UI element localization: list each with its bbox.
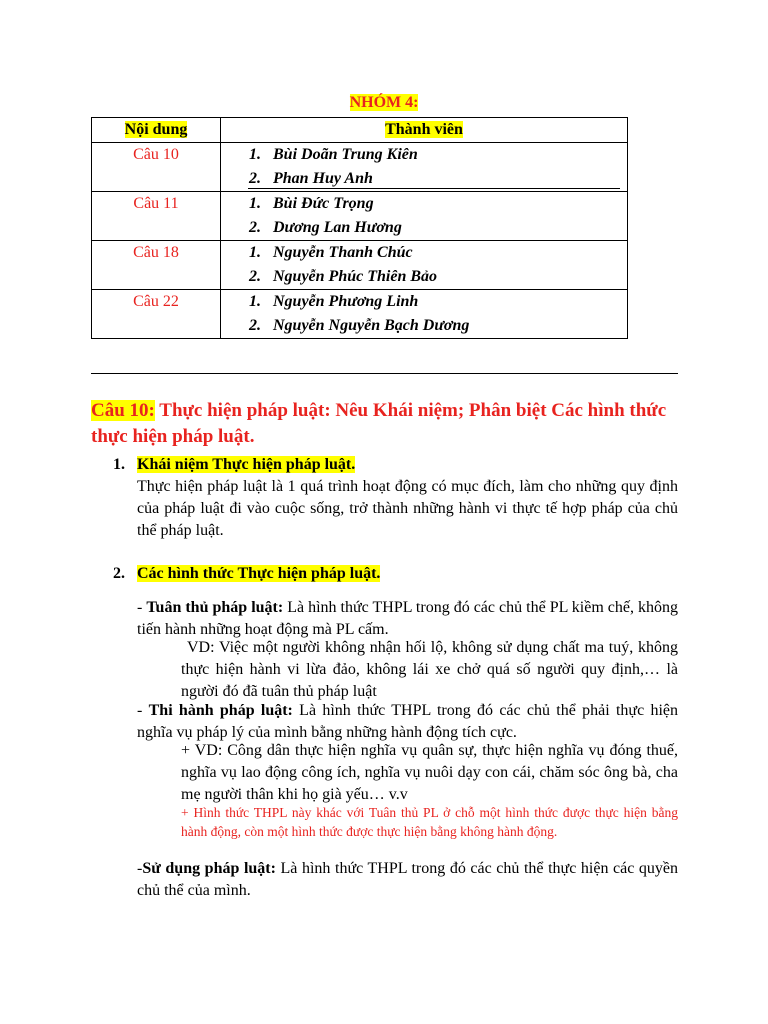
item2-heading: 2. Các hình thức Thực hiện pháp luật. (113, 565, 381, 582)
group-title: NHÓM 4: (349, 94, 419, 111)
horizontal-rule (91, 373, 678, 374)
table-header-row (92, 118, 628, 143)
su-dung-paragraph: -Sử dụng pháp luật: Là hình thức THPL trong đó các chủ thể thực hiện các quyền chủ thể của mình. (137, 860, 678, 899)
member-name: 2. Phan Huy Anh (249, 170, 373, 187)
table-row (92, 290, 628, 339)
member-name: 2. Dương Lan Hương (249, 219, 402, 236)
members-cell (221, 143, 628, 192)
question-cell: Câu 10 (92, 143, 221, 192)
table-row (92, 192, 628, 241)
member-name: 1. Bùi Đức Trọng (249, 195, 374, 212)
thi-hanh-paragraph: - Thi hành pháp luật: Là hình thức THPL trong đó các chủ thể phải thực hiện nghĩa vụ pháp lý của mình bằng những hành động tích cực. (137, 702, 679, 741)
member-name: 2. Nguyễn Phúc Thiên Bảo (249, 268, 438, 285)
underline-divider (248, 188, 620, 189)
tuan-thu-paragraph: - Tuân thủ pháp luật: Là hình thức THPL trong đó các chủ thể PL kiềm chế, không tiến hành những hoạt động mà PL cấm. (137, 599, 679, 638)
header-content: Nội dung (92, 118, 221, 143)
header-members: Thành viên (221, 118, 628, 143)
question-cell: Câu 22 (92, 290, 221, 339)
thi-hanh-note: + Hình thức THPL này khác với Tuân thủ PL ở chỗ một hình thức được thực hiện bằng hành động, còn một hình thức được thực hiện bằng không hành động. (181, 805, 678, 839)
member-name: 1. Nguyễn Thanh Chúc (249, 244, 413, 261)
member-name: 1. Nguyễn Phương Linh (249, 293, 419, 310)
question-cell: Câu 18 (92, 241, 221, 290)
member-name: 1. Bùi Doãn Trung Kiên (249, 146, 418, 163)
members-cell (221, 290, 628, 339)
thi-hanh-example: + VD: Công dân thực hiện nghĩa vụ quân sự, thực hiện nghĩa vụ đóng thuế, nghĩa vụ lao động công ích, nghĩa vụ nuôi dạy con cái, chăm sóc ông bà, cha mẹ người thân khi họ già yếu… v.v (181, 742, 678, 803)
table-row (92, 143, 628, 192)
section-title: Câu 10: Thực hiện pháp luật: Nêu Khái niệm; Phân biệt Các hình thức thực hiện pháp luật. (91, 400, 667, 447)
item1-heading: 1. Khái niệm Thực hiện pháp luật. (113, 456, 356, 473)
members-cell (221, 192, 628, 241)
question-cell: Câu 11 (92, 192, 221, 241)
item1-text: Thực hiện pháp luật là 1 quá trình hoạt động có mục đích, làm cho những quy định của pháp luật đi vào cuộc sống, trở thành những hành vi thực tế hợp pháp của chủ thể pháp luật. (137, 478, 678, 539)
member-table (91, 117, 628, 339)
member-name: 2. Nguyễn Nguyễn Bạch Dương (249, 317, 470, 334)
members-cell (221, 241, 628, 290)
table-row (92, 241, 628, 290)
tuan-thu-example: VD: Việc một người không nhận hối lộ, không sử dụng chất ma tuý, không thực hiện hành vi lừa đảo, không lái xe chở quá số người quy định,… là người đó đã tuân thủ pháp luật (181, 639, 678, 700)
